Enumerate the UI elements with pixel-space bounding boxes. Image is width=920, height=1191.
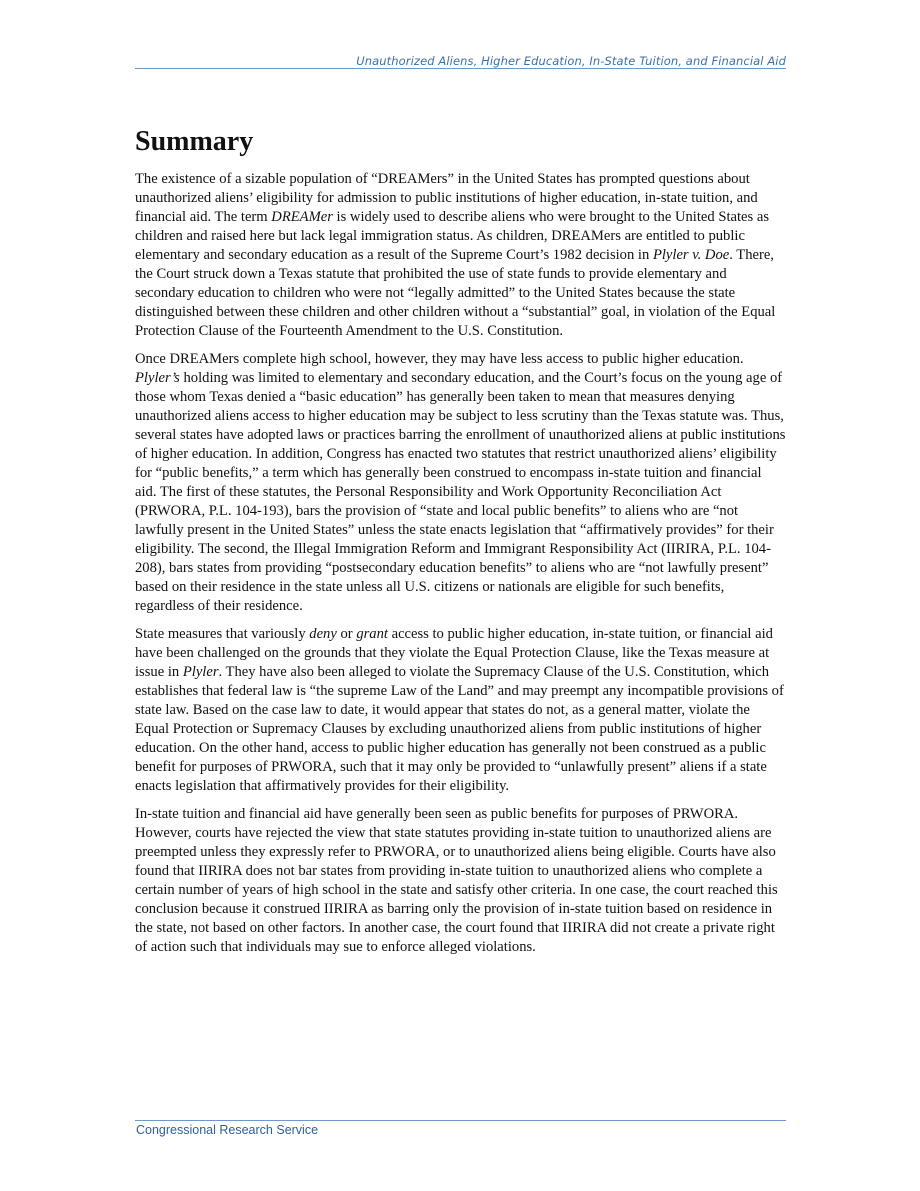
paragraph-2 [135, 350, 786, 616]
paragraph-4-text-a: In-state tuition and financial aid have generally been seen as public benefits for purposes of PRWORA. However, courts have rejected the view that state statutes providing in-state tuition to unauthorized aliens are preempted unless they expressly refer to PRWORA, or to unauthorized aliens being eligible. Courts have also found that IIRIRA does not bar states from providing in-state tuition to unauthorized aliens who complete a certain number of years of high school in the state and satisfy other criteria. In one case, the court reached this conclusion because it construed IIRIRA as barring only the provision of in-state tuition based on residence in the state, not based on other factors. In another case, the court found that IIRIRA did not create a private right of action such that individuals may sue to enforce alleged violations. [135, 806, 778, 955]
paragraph-3-emphasis-grant: grant [356, 626, 388, 642]
paragraph-1-text-c: is widely used to describe aliens who were brought to the United States as children and raised here but lack legal immigration status. As children, DREAMers are entitled to public elementary and secondary education as a result of the Supreme Court’s 1982 decision in [135, 209, 770, 263]
paragraph-1-text-e: . There, the Court struck down a Texas statute that prohibited the use of state funds to provide elementary and secondary education to children who were not “legally admitted” to the United States because the state distinguished between these children and other children without a “substantial” goal, in violation of the Equal Protection Clause of the Fourteenth Amendment to the U.S. Constitution. [135, 247, 776, 339]
paragraph-1 [135, 170, 786, 341]
paragraph-2-case-name: Plyler’s [135, 370, 180, 386]
header-rule [135, 68, 786, 69]
paragraph-3-text-a: State measures that variously [135, 626, 310, 642]
paragraph-3-text-c: or [336, 626, 357, 642]
running-header: Unauthorized Aliens, Higher Education, In-State Tuition, and Financial Aid [356, 54, 786, 68]
paragraph-3-emphasis-deny: deny [309, 626, 337, 642]
section-title: Summary [135, 126, 254, 157]
paragraph-3 [135, 625, 786, 796]
paragraph-3-case-name: Plyler [182, 664, 219, 680]
document-body [135, 124, 786, 966]
paragraph-2-text-c: holding was limited to elementary and secondary education, and the Court’s focus on the young age of those whom Texas denied a “basic education” has generally been taken to mean that measures denying unauthorized aliens access to higher education may be subject to less scrutiny than the Texas statute was. Thus, several states have adopted laws or practices barring the enrollment of unauthorized aliens at public institutions of higher education. In addition, Congress has enacted two statutes that restrict unauthorized aliens’ eligibility for “public benefits,” a term which has generally been construed to encompass in-state tuition and financial aid. The first of these statutes, the Personal Responsibility and Work Opportunity Reconciliation Act (PRWORA, P.L. 104-193), bars the provision of “state and local public benefits” to aliens who are “not lawfully present in the United States” unless the state enacts legislation that “affirmatively provides” for their eligibility. The second, the Illegal Immigration Reform and Immigrant Responsibility Act (IIRIRA, P.L. 104-208), bars states from providing “postsecondary education benefits” to aliens who are “not lawfully present” based on their residence in the state unless all U.S. citizens or nationals are eligible for such benefits, regardless of their residence. [135, 370, 786, 614]
paragraph-1-text-a: The existence of a sizable population of “DREAMers” in the United States has prompted questions about unauthorized aliens’ eligibility for admission to public institutions of higher education, in-state tuition, and financial aid. The term [135, 171, 758, 225]
paragraph-3-text-g: . They have also been alleged to violate the Supremacy Clause of the U.S. Constitution, which establishes that federal law is “the supreme Law of the Land” and may preempt any incompatible provisions of state law. Based on the case law to date, it would appear that states do not, as a general matter, violate the Equal Protection or Supremacy Clauses by excluding unauthorized aliens from public institutions of higher education. On the other hand, access to public higher education has generally not been construed as a public benefit for purposes of PRWORA, such that it may only be provided to “unlawfully present” aliens if a state enacts legislation that affirmatively provides for their eligibility. [135, 664, 784, 794]
paragraph-2-text-a: Once DREAMers complete high school, however, they may have less access to public higher education. [135, 351, 744, 367]
paragraph-3-text-e: access to public higher education, in-state tuition, or financial aid have been challenged on the grounds that they violate the Equal Protection Clause, like the Texas measure at issue in [135, 626, 773, 680]
paragraph-4 [135, 805, 786, 957]
footer-source: Congressional Research Service [136, 1123, 319, 1137]
paragraph-1-term-dreamer: DREAMer [271, 209, 333, 225]
paragraph-1-case-name: Plyler v. Doe [652, 247, 730, 263]
footer-rule [135, 1120, 786, 1121]
